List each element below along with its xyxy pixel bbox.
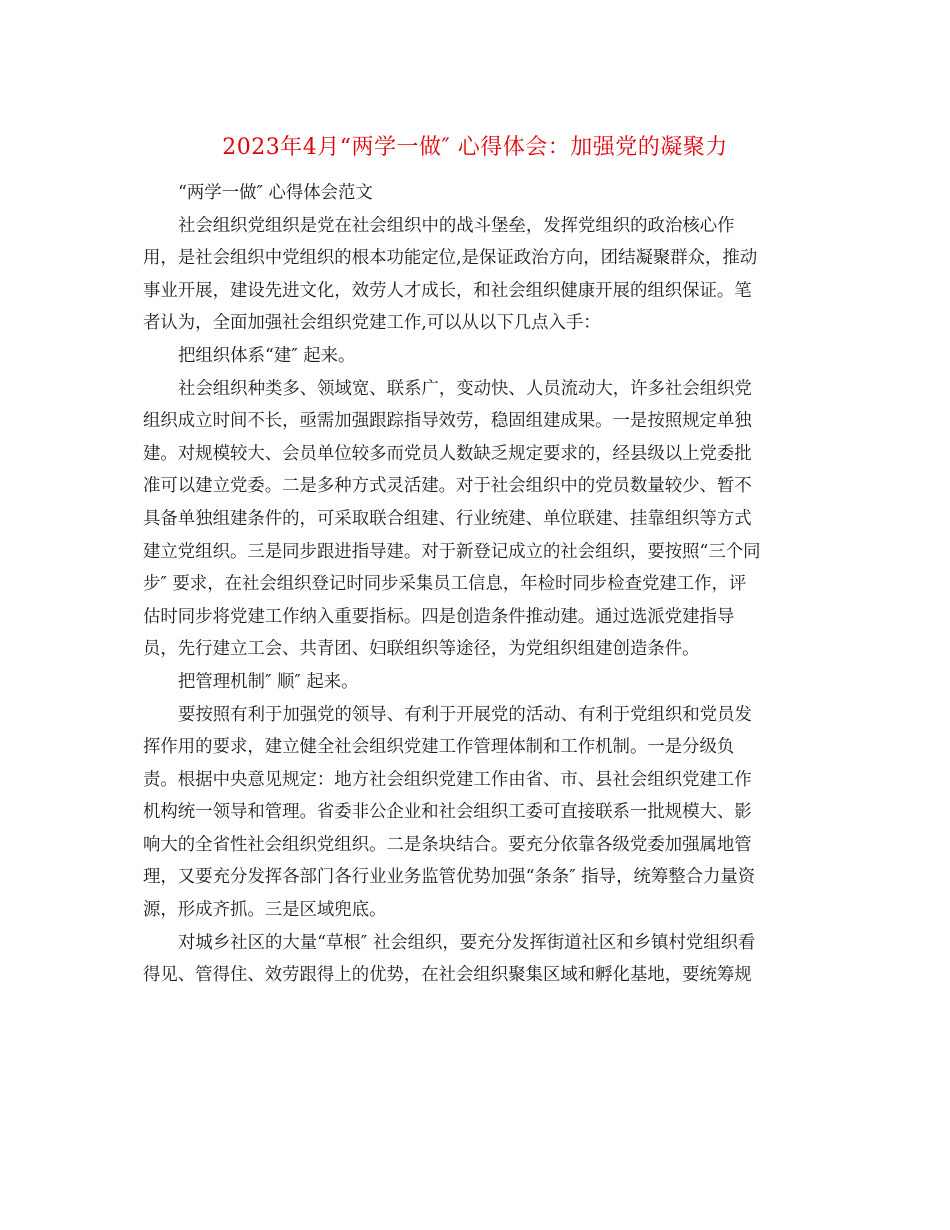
- text-line: 估时同步将党建工作纳入重要指标。四是创造条件推动建。通过选派党建指导: [143, 606, 735, 627]
- text-line: 事业开展，建设先进文化，效劳人才成长，和社会组织健康开展的组织保证。笔: [143, 280, 752, 301]
- text-line: 具备单独组建条件的，可采取联合组建、行业统建、单位联建、挂靠组织等方式: [143, 508, 752, 529]
- text-line: 把组织体系“建″ 起来。: [178, 345, 356, 366]
- text-line: 建。对规模较大、会员单位较多而党员人数缺乏规定要求的，经县级以上党委批: [143, 443, 752, 464]
- text-line: 挥作用的要求，建立健全社会组织党建工作管理体制和工作机制。一是分级负: [143, 737, 735, 758]
- text-line: 组织成立时间不长，亟需加强跟踪指导效劳，稳固组建成果。一是按照规定单独: [143, 411, 752, 432]
- document-title: 2023年4月“两学一做″ 心得体会：加强党的凝聚力: [222, 135, 728, 160]
- text-line: 责。根据中央意见规定：地方社会组织党建工作由省、市、县社会组织党建工作: [143, 769, 752, 790]
- text-line: 建立党组织。三是同步跟进指导建。对于新登记成立的社会组织，要按照“三个同: [143, 541, 761, 562]
- text-line: 用，是社会组织中党组织的根本功能定位,是保证政治方向，团结凝聚群众，推动: [143, 248, 758, 269]
- text-line: 理，又要充分发挥各部门各行业业务监管优势加强“条条″ 指导，统筹整合力量资: [143, 867, 756, 888]
- text-line: 社会组织种类多、领域宽、联系广，变动快、人员流动大，许多社会组织党: [178, 378, 752, 399]
- text-line: 响大的全省性社会组织党组织。二是条块结合。要充分依靠各级党委加强属地管: [143, 834, 752, 855]
- text-line: “两学一做″ 心得体会范文: [178, 183, 373, 203]
- text-line: 准可以建立党委。二是多种方式灵活建。对于社会组织中的党员数量较少、暂不: [143, 476, 752, 497]
- text-line: 对城乡社区的大量“草根″ 社会组织，要充分发挥街道社区和乡镇村党组织看: [178, 932, 756, 953]
- text-line: 者认为，全面加强社会组织党建工作,可以从以下几点入手：: [143, 313, 601, 334]
- text-line: 要按照有利于加强党的领导、有利于开展党的活动、有利于党组织和党员发: [178, 704, 752, 725]
- text-line: 把管理机制″ 顺″ 起来。: [178, 671, 359, 692]
- text-line: 得见、管得住、效劳跟得上的优势，在社会组织聚集区域和孵化基地，要统筹规: [143, 965, 752, 986]
- text-line: 员，先行建立工会、共青团、妇联组织等途径，为党组织组建创造条件。: [143, 639, 700, 660]
- text-line: 源，形成齐抓。三是区域兜底。: [143, 900, 387, 921]
- text-line: 社会组织党组织是党在社会组织中的战斗堡垒，发挥党组织的政治核心作: [178, 215, 735, 236]
- text-line: 步″ 要求，在社会组织登记时同步采集员工信息，年检时同步检查党建工作，评: [143, 574, 747, 595]
- document-body: [143, 177, 809, 992]
- text-line: 机构统一领导和管理。省委非公企业和社会组织工委可直接联系一批规模大、影: [143, 802, 752, 823]
